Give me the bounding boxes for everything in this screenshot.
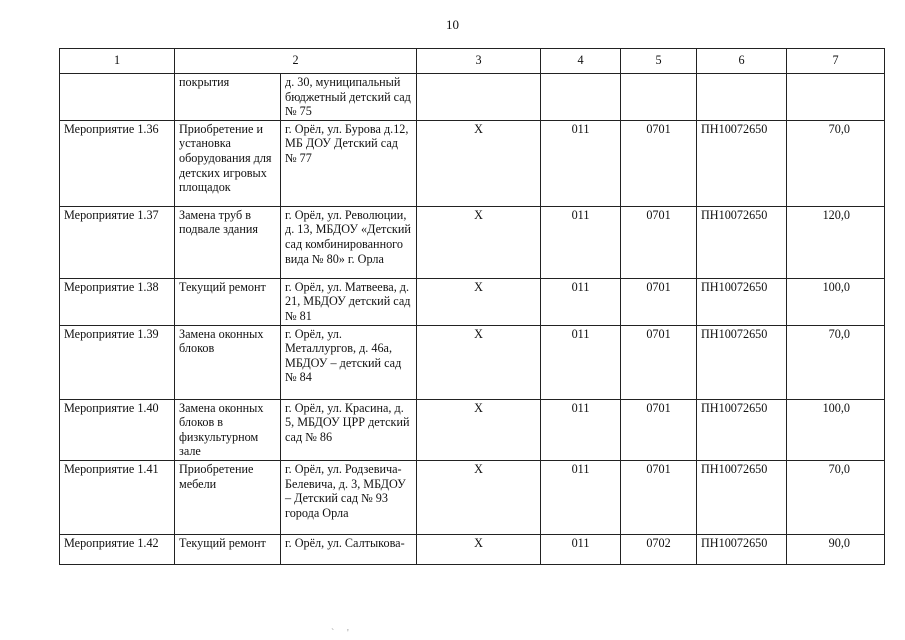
table-cell-c5: 0701 bbox=[621, 278, 697, 325]
table-row bbox=[60, 325, 885, 399]
table-cell-c3: Х bbox=[417, 206, 541, 278]
table-cell-c6: ПН10072650 bbox=[697, 325, 787, 399]
table-cell-c7 bbox=[787, 74, 885, 121]
header-cell: 1 bbox=[60, 49, 175, 74]
header-cell: 7 bbox=[787, 49, 885, 74]
table-cell-c3: Х bbox=[417, 325, 541, 399]
header-row bbox=[60, 49, 885, 74]
table-cell-c4: 011 bbox=[541, 534, 621, 564]
table-row bbox=[60, 74, 885, 121]
table-cell-event: Мероприятие 1.39 bbox=[60, 325, 175, 399]
table-cell-c6: ПН10072650 bbox=[697, 460, 787, 534]
page-number: 10 bbox=[446, 17, 459, 32]
table-cell-c3: Х bbox=[417, 278, 541, 325]
table-cell-c6: ПН10072650 bbox=[697, 278, 787, 325]
budget-table bbox=[59, 48, 885, 565]
table-cell-c7: 100,0 bbox=[787, 399, 885, 460]
header-cell: 6 bbox=[697, 49, 787, 74]
table-cell-name: Замена оконных блоков в физкультурном зале bbox=[175, 399, 281, 460]
table-cell-name: Текущий ремонт bbox=[175, 534, 281, 564]
table-cell-c4: 011 bbox=[541, 399, 621, 460]
header-cell: 2 bbox=[175, 49, 417, 74]
table-cell-c5 bbox=[621, 74, 697, 121]
table-cell-name: Текущий ремонт bbox=[175, 278, 281, 325]
header-cell: 4 bbox=[541, 49, 621, 74]
table-cell-c5: 0702 bbox=[621, 534, 697, 564]
table-cell-event: Мероприятие 1.36 bbox=[60, 120, 175, 206]
table-cell-name: Приобретение мебели bbox=[175, 460, 281, 534]
table-cell-event: Мероприятие 1.37 bbox=[60, 206, 175, 278]
table-cell-c5: 0701 bbox=[621, 399, 697, 460]
table-row bbox=[60, 278, 885, 325]
table-row bbox=[60, 120, 885, 206]
table-cell-c6: ПН10072650 bbox=[697, 534, 787, 564]
scan-mark: ` bbox=[331, 628, 335, 639]
table-cell-c6 bbox=[697, 74, 787, 121]
table-cell-location: г. Орёл, ул. Бурова д.12, МБ ДОУ Детский сад № 77 bbox=[281, 120, 417, 206]
table-cell-event: Мероприятие 1.40 bbox=[60, 399, 175, 460]
table-cell-location: г. Орёл, ул. Салтыкова- bbox=[281, 534, 417, 564]
table-cell-c6: ПН10072650 bbox=[697, 399, 787, 460]
table-cell-c7: 70,0 bbox=[787, 325, 885, 399]
table-cell-c7: 70,0 bbox=[787, 460, 885, 534]
table-cell-event: Мероприятие 1.38 bbox=[60, 278, 175, 325]
table-cell-location: г. Орёл, ул. Родзевича-Белевича, д. 3, МБДОУ – Детский сад № 93 города Орла bbox=[281, 460, 417, 534]
table-cell-c4: 011 bbox=[541, 278, 621, 325]
table-cell-location: г. Орёл, ул. Красина, д. 5, МБДОУ ЦРР детский сад № 86 bbox=[281, 399, 417, 460]
table-cell-c3 bbox=[417, 74, 541, 121]
table-cell-c3: Х bbox=[417, 534, 541, 564]
table-cell-c7: 120,0 bbox=[787, 206, 885, 278]
table-cell-c3: Х bbox=[417, 120, 541, 206]
table-cell-c4: 011 bbox=[541, 120, 621, 206]
table-cell-c7: 100,0 bbox=[787, 278, 885, 325]
header-cell: 3 bbox=[417, 49, 541, 74]
table-cell-c4: 011 bbox=[541, 325, 621, 399]
table-row bbox=[60, 460, 885, 534]
table-cell-name: Замена труб в подвале здания bbox=[175, 206, 281, 278]
table-cell-c3: Х bbox=[417, 399, 541, 460]
scan-mark: ' bbox=[347, 628, 349, 639]
table-cell-c4: 011 bbox=[541, 460, 621, 534]
table-cell-location: г. Орёл, ул. Революции, д. 13, МБДОУ «Детский сад комбинированного вида № 80» г. Орла bbox=[281, 206, 417, 278]
table-cell-c6: ПН10072650 bbox=[697, 206, 787, 278]
table-cell-name: Замена оконных блоков bbox=[175, 325, 281, 399]
table-cell-event: Мероприятие 1.42 bbox=[60, 534, 175, 564]
table-cell-location: д. 30, муниципальный бюджетный детский сад № 75 bbox=[281, 74, 417, 121]
table-cell-location: г. Орёл, ул. Матвеева, д. 21, МБДОУ детский сад № 81 bbox=[281, 278, 417, 325]
table-row bbox=[60, 399, 885, 460]
table-cell-c5: 0701 bbox=[621, 325, 697, 399]
table-cell-c4: 011 bbox=[541, 206, 621, 278]
table-cell-c3: Х bbox=[417, 460, 541, 534]
header-cell: 5 bbox=[621, 49, 697, 74]
table-row bbox=[60, 534, 885, 564]
table-cell-c7: 70,0 bbox=[787, 120, 885, 206]
table-cell-event bbox=[60, 74, 175, 121]
table-cell-c5: 0701 bbox=[621, 206, 697, 278]
table-cell-c5: 0701 bbox=[621, 120, 697, 206]
table-cell-c6: ПН10072650 bbox=[697, 120, 787, 206]
table-cell-name: покрытия bbox=[175, 74, 281, 121]
table-row bbox=[60, 206, 885, 278]
table-cell-name: Приобретение и установка оборудования для детских игровых площадок bbox=[175, 120, 281, 206]
table-cell-event: Мероприятие 1.41 bbox=[60, 460, 175, 534]
table-cell-c7: 90,0 bbox=[787, 534, 885, 564]
table-cell-c5: 0701 bbox=[621, 460, 697, 534]
table-cell-c4 bbox=[541, 74, 621, 121]
table-cell-location: г. Орёл, ул. Металлургов, д. 46а, МБДОУ – детский сад № 84 bbox=[281, 325, 417, 399]
